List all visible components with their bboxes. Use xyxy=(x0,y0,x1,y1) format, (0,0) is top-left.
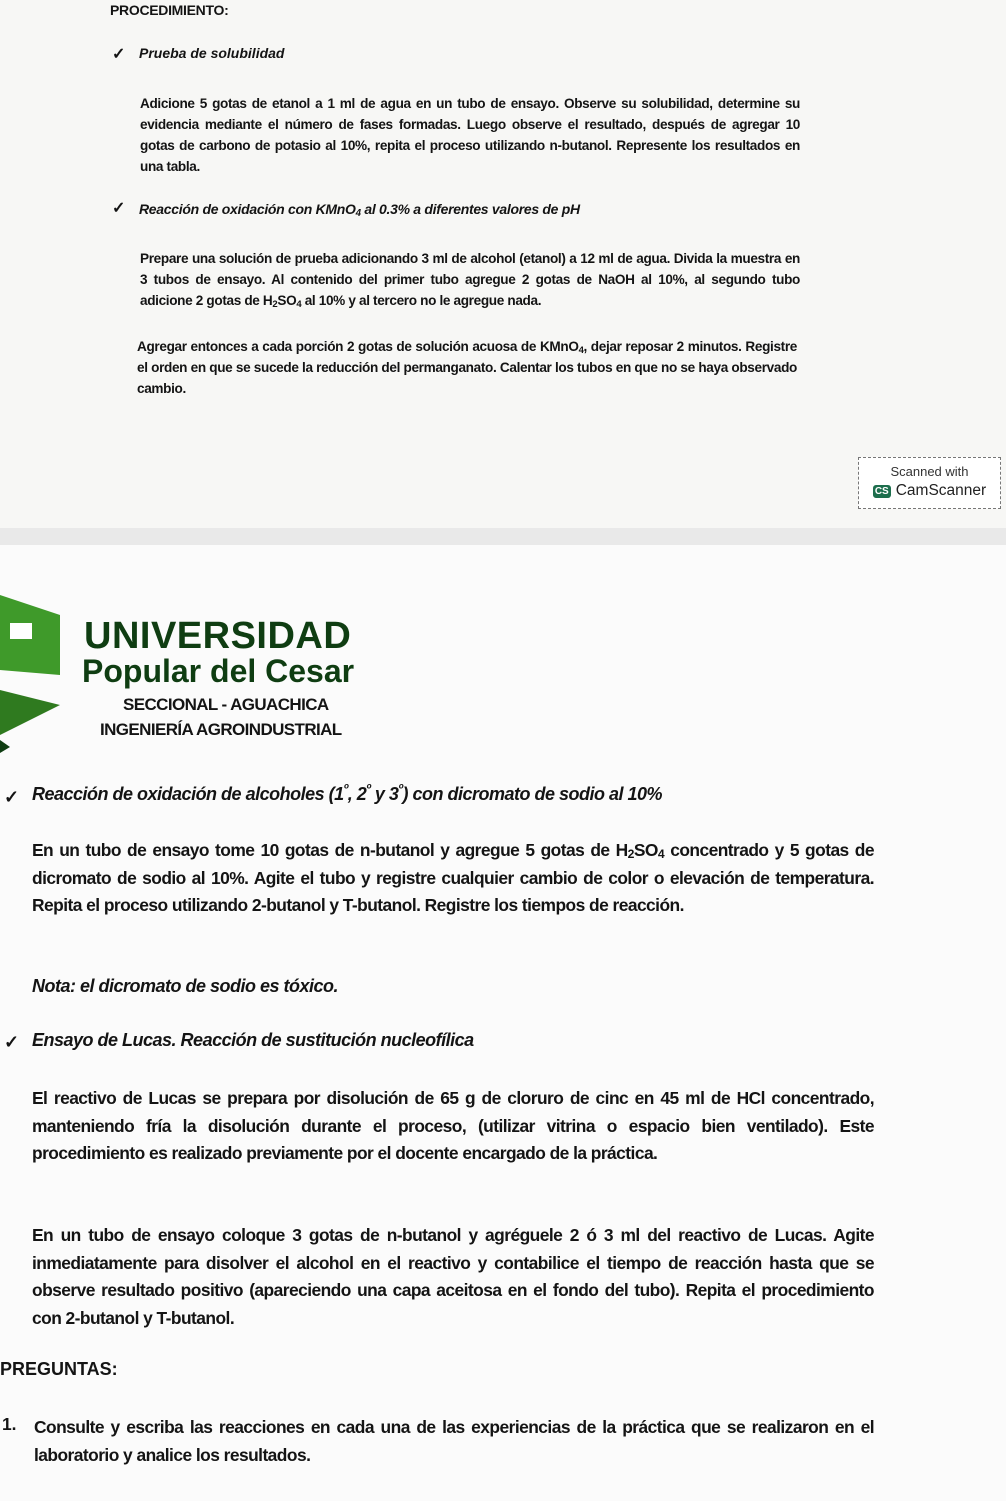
university-logo-icon xyxy=(0,595,70,755)
scanned-page-1 xyxy=(0,0,1006,528)
question-number: 1. xyxy=(2,1414,17,1434)
scanned-with-label: Scanned with xyxy=(890,464,969,479)
procedure-heading: PROCEDIMIENTO: xyxy=(110,2,229,18)
section-title-kmno4: Reacción de oxidación con KMnO$_4$ al 0.3% a diferentes valores de pH xyxy=(139,201,580,219)
questions-heading: PREGUNTAS: xyxy=(0,1359,118,1379)
camscanner-label: CamScanner xyxy=(895,482,987,499)
camscanner-logo-icon: CS xyxy=(874,485,889,497)
kmno4-paragraph-1: Prepare una solución de prueba adicionando 3 ml de alcohol (etanol) a 12 ml de agua. Divida la muestra en 3 tubos de ensayo. Al contenido del primer tubo agregue 2 gotas de NaOH al 10%, al segundo tubo adicione 2 gotas de $H_2SO_4$ al 10% y al tercero no le agregue nada. xyxy=(140,251,800,310)
solubility-text: Adicione 5 gotas de etanol a 1 ml de agua en un tubo de ensayo. Observe su solubilidad, determine su evidencia mediante el número de fases formadas. Luego observe el resultado, después de agregar 10 gotas de carbono de potasio al 10%, repita el proceso utilizando n-butanol. Represente los resultados en una tabla. xyxy=(140,96,800,174)
camscanner-watermark xyxy=(858,457,1001,509)
lucas-paragraph-2: En un tubo de ensayo coloque 3 gotas de n-butanol y agréguele 2 ó 3 ml del reactivo de Lucas. Agite inmediatamente para disolver el alcohol en el reactivo y contabilice el tiempo de reacción hasta que se observe resultado positivo (apareciendo una capa aceitosa en el fondo del tubo). Repita el procedimiento con 2-butanol y T-butanol. xyxy=(32,1225,874,1328)
scanned-page-2 xyxy=(0,545,1006,1501)
section-title-solubility: Prueba de solubilidad xyxy=(139,45,285,61)
lucas-paragraph-1: El reactivo de Lucas se prepara por disolución de 65 g de cloruro de cinc en 45 ml de HCl concentrado, manteniendo fría la disolución durante el proceso, (utilizar vitrina o espacio bien ventilado). Este procedimiento es realizado previamente por el docente encargado de la práctica. xyxy=(32,1088,874,1163)
logo-universidad: UNIVERSIDAD xyxy=(84,615,352,657)
toxicity-note: Nota: el dicromato de sodio es tóxico. xyxy=(32,976,339,996)
check-icon: ✓ xyxy=(4,1032,20,1052)
check-icon: ✓ xyxy=(112,46,126,63)
check-icon: ✓ xyxy=(4,787,20,807)
question-1-text: Consulte y escriba las reacciones en cada una de las experiencias de la práctica que se realizaron en el laboratorio y analice los resultados. xyxy=(34,1417,874,1465)
dichromate-text: En un tubo de ensayo tome 10 gotas de n-butanol y agregue 5 gotas de $H_2SO_4$ concentrado y 5 gotas de dicromato de sodio al 10%. Agite el tubo y registre cualquier cambio de color o elevación de temperatura. Repita el proceso utilizando 2-butanol y T-butanol. Registre los tiempos de reacción. xyxy=(32,840,874,915)
section-title-dichromate: Reacción de oxidación de alcoholes ($1^º$, $2^º$ y $3^º$) con dicromato de sodio al 10% xyxy=(32,782,663,804)
section-title-lucas: Ensayo de Lucas. Reacción de sustitución nucleofílica xyxy=(32,1030,474,1050)
logo-program: INGENIERÍA AGROINDUSTRIAL xyxy=(100,720,342,739)
logo-popular-del-cesar: Popular del Cesar xyxy=(82,653,355,689)
check-icon: ✓ xyxy=(112,200,126,217)
kmno4-paragraph-2: Agregar entonces a cada porción 2 gotas de solución acuosa de KMnO$_4$, dejar reposar 2 minutos. Registre el orden en que se sucede la reducción del permanganato. Calentar los tubos en que no se haya observado cambio. xyxy=(137,339,797,396)
logo-seccional: SECCIONAL - AGUACHICA xyxy=(123,695,329,714)
